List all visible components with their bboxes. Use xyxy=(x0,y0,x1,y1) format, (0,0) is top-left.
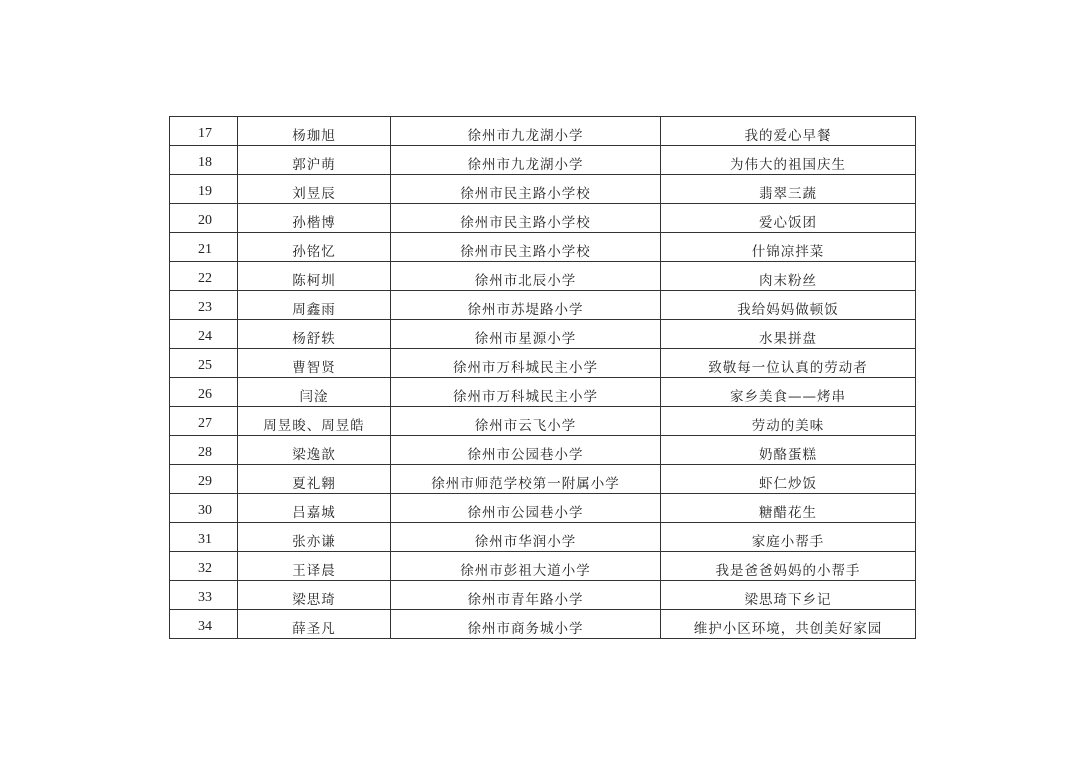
student-name: 薛圣凡 xyxy=(292,621,336,637)
school-name: 徐州市万科城民主小学 xyxy=(453,360,598,376)
student-name: 闫淦 xyxy=(299,389,329,405)
work-title-cell xyxy=(661,146,916,175)
school-name: 徐州市北辰小学 xyxy=(474,273,577,289)
work-title: 奶酪蛋糕 xyxy=(759,447,817,463)
student-name-cell xyxy=(238,436,391,465)
school-name-cell xyxy=(391,117,661,146)
table-row xyxy=(170,349,916,378)
student-name: 周鑫雨 xyxy=(292,302,336,318)
school-name-cell xyxy=(391,407,661,436)
row-number-cell xyxy=(170,320,238,349)
row-number-cell xyxy=(170,146,238,175)
work-title-cell xyxy=(661,581,916,610)
work-title: 水果拼盘 xyxy=(759,331,817,347)
student-name: 周昱晙、周昱皓 xyxy=(263,418,365,434)
work-title-cell xyxy=(661,523,916,552)
table-row xyxy=(170,523,916,552)
row-number-cell xyxy=(170,552,238,581)
student-name: 张亦谦 xyxy=(292,534,336,550)
work-title: 家庭小帮手 xyxy=(751,534,825,550)
row-number: 20 xyxy=(198,213,212,228)
row-number-cell xyxy=(170,436,238,465)
school-name-cell xyxy=(391,204,661,233)
school-name: 徐州市商务城小学 xyxy=(467,621,584,637)
student-name: 郭沪萌 xyxy=(292,157,336,173)
table-row xyxy=(170,465,916,494)
work-title-cell xyxy=(661,552,916,581)
work-title-cell xyxy=(661,407,916,436)
school-name-cell xyxy=(391,494,661,523)
row-number-cell xyxy=(170,262,238,291)
work-title: 为伟大的祖国庆生 xyxy=(730,157,846,173)
table-row xyxy=(170,262,916,291)
row-number-cell xyxy=(170,233,238,262)
student-name-cell xyxy=(238,146,391,175)
school-name: 徐州市万科城民主小学 xyxy=(453,389,598,405)
work-title: 什锦凉拌菜 xyxy=(751,244,825,260)
student-name: 王译晨 xyxy=(292,563,336,579)
school-name: 徐州市师范学校第一附属小学 xyxy=(431,476,620,492)
student-name-cell xyxy=(238,610,391,639)
work-title: 劳动的美味 xyxy=(751,418,825,434)
work-title-cell xyxy=(661,378,916,407)
work-title: 爱心饭团 xyxy=(759,215,817,231)
student-name-cell xyxy=(238,204,391,233)
work-title-cell xyxy=(661,291,916,320)
row-number-cell xyxy=(170,581,238,610)
table-row xyxy=(170,204,916,233)
student-name-cell xyxy=(238,378,391,407)
row-number: 34 xyxy=(198,619,212,634)
work-title-cell xyxy=(661,320,916,349)
student-name-cell xyxy=(238,320,391,349)
student-name-cell xyxy=(238,175,391,204)
student-name-cell xyxy=(238,407,391,436)
student-name: 孙楷博 xyxy=(292,215,336,231)
school-name: 徐州市公园巷小学 xyxy=(467,447,584,463)
work-title-cell xyxy=(661,175,916,204)
work-title: 虾仁炒饭 xyxy=(759,476,817,492)
row-number: 25 xyxy=(198,358,212,373)
work-title: 我是爸爸妈妈的小帮手 xyxy=(715,563,861,579)
work-title-cell xyxy=(661,436,916,465)
school-name: 徐州市公园巷小学 xyxy=(467,505,584,521)
school-name: 徐州市九龙湖小学 xyxy=(467,157,584,173)
table-row xyxy=(170,581,916,610)
school-name: 徐州市民主路小学校 xyxy=(460,215,591,231)
work-title: 肉末粉丝 xyxy=(759,273,817,289)
student-name-cell xyxy=(238,349,391,378)
table-row xyxy=(170,494,916,523)
work-title-cell xyxy=(661,610,916,639)
school-name: 徐州市彭祖大道小学 xyxy=(460,563,591,579)
student-name-cell xyxy=(238,465,391,494)
school-name-cell xyxy=(391,349,661,378)
row-number: 24 xyxy=(198,329,212,344)
school-name: 徐州市云飞小学 xyxy=(474,418,577,434)
school-name: 徐州市民主路小学校 xyxy=(460,244,591,260)
student-name: 孙铭忆 xyxy=(292,244,336,260)
student-name: 陈柯圳 xyxy=(292,273,336,289)
row-number: 31 xyxy=(198,532,212,547)
table-row xyxy=(170,436,916,465)
table-row xyxy=(170,378,916,407)
student-name: 刘昱辰 xyxy=(292,186,336,202)
work-title-cell xyxy=(661,465,916,494)
row-number-cell xyxy=(170,349,238,378)
table-row xyxy=(170,233,916,262)
work-title: 我的爱心早餐 xyxy=(744,128,832,144)
student-name: 曹智贤 xyxy=(292,360,336,376)
table-row xyxy=(170,117,916,146)
work-title-cell xyxy=(661,233,916,262)
student-name-cell xyxy=(238,117,391,146)
row-number-cell xyxy=(170,291,238,320)
school-name: 徐州市苏堤路小学 xyxy=(467,302,584,318)
work-title-cell xyxy=(661,204,916,233)
row-number: 21 xyxy=(198,242,212,257)
table-row xyxy=(170,175,916,204)
work-title: 家乡美食——烤串 xyxy=(730,389,846,405)
work-title: 翡翠三蔬 xyxy=(759,186,817,202)
row-number-cell xyxy=(170,523,238,552)
school-name-cell xyxy=(391,291,661,320)
school-name-cell xyxy=(391,581,661,610)
school-name-cell xyxy=(391,378,661,407)
school-name-cell xyxy=(391,465,661,494)
work-title-cell xyxy=(661,117,916,146)
row-number-cell xyxy=(170,407,238,436)
row-number-cell xyxy=(170,610,238,639)
row-number: 26 xyxy=(198,387,212,402)
row-number: 27 xyxy=(198,416,212,431)
student-name-cell xyxy=(238,494,391,523)
school-name-cell xyxy=(391,175,661,204)
row-number: 22 xyxy=(198,271,212,286)
row-number-cell xyxy=(170,204,238,233)
work-title: 我给妈妈做顿饭 xyxy=(737,302,839,318)
student-name: 梁思琦 xyxy=(292,592,336,608)
school-name-cell xyxy=(391,233,661,262)
table-row xyxy=(170,552,916,581)
school-name: 徐州市民主路小学校 xyxy=(460,186,591,202)
school-name: 徐州市九龙湖小学 xyxy=(467,128,584,144)
row-number: 28 xyxy=(198,445,212,460)
table-row xyxy=(170,146,916,175)
student-name: 杨珈旭 xyxy=(292,128,336,144)
work-title: 梁思琦下乡记 xyxy=(744,592,832,608)
work-title-cell xyxy=(661,494,916,523)
work-title-cell xyxy=(661,349,916,378)
row-number: 19 xyxy=(198,184,212,199)
work-title-cell xyxy=(661,262,916,291)
school-name: 徐州市青年路小学 xyxy=(467,592,584,608)
row-number-cell xyxy=(170,494,238,523)
student-name: 吕嘉城 xyxy=(292,505,336,521)
table-row xyxy=(170,407,916,436)
student-name: 梁逸歆 xyxy=(292,447,336,463)
student-name-cell xyxy=(238,523,391,552)
school-name-cell xyxy=(391,552,661,581)
row-number-cell xyxy=(170,378,238,407)
table-row xyxy=(170,320,916,349)
school-name-cell xyxy=(391,610,661,639)
school-name: 徐州市星源小学 xyxy=(474,331,577,347)
row-number: 23 xyxy=(198,300,212,315)
row-number-cell xyxy=(170,465,238,494)
student-name-cell xyxy=(238,262,391,291)
row-number: 17 xyxy=(198,126,212,141)
student-name-cell xyxy=(238,233,391,262)
row-number: 29 xyxy=(198,474,212,489)
row-number-cell xyxy=(170,175,238,204)
student-name-cell xyxy=(238,291,391,320)
work-title: 致敬每一位认真的劳动者 xyxy=(708,360,868,376)
table-row xyxy=(170,291,916,320)
row-number: 32 xyxy=(198,561,212,576)
table-row xyxy=(170,610,916,639)
row-number: 33 xyxy=(198,590,212,605)
student-name-cell xyxy=(238,581,391,610)
student-name: 夏礼翱 xyxy=(292,476,336,492)
student-name: 杨舒轶 xyxy=(292,331,336,347)
school-name: 徐州市华润小学 xyxy=(474,534,577,550)
work-title: 糖醋花生 xyxy=(759,505,817,521)
awards-table xyxy=(169,116,916,639)
student-name-cell xyxy=(238,552,391,581)
school-name-cell xyxy=(391,262,661,291)
work-title: 维护小区环境，共创美好家园 xyxy=(693,621,883,637)
school-name-cell xyxy=(391,523,661,552)
awards-table-body xyxy=(170,117,916,639)
row-number: 18 xyxy=(198,155,212,170)
school-name-cell xyxy=(391,146,661,175)
school-name-cell xyxy=(391,320,661,349)
row-number-cell xyxy=(170,117,238,146)
row-number: 30 xyxy=(198,503,212,518)
school-name-cell xyxy=(391,436,661,465)
